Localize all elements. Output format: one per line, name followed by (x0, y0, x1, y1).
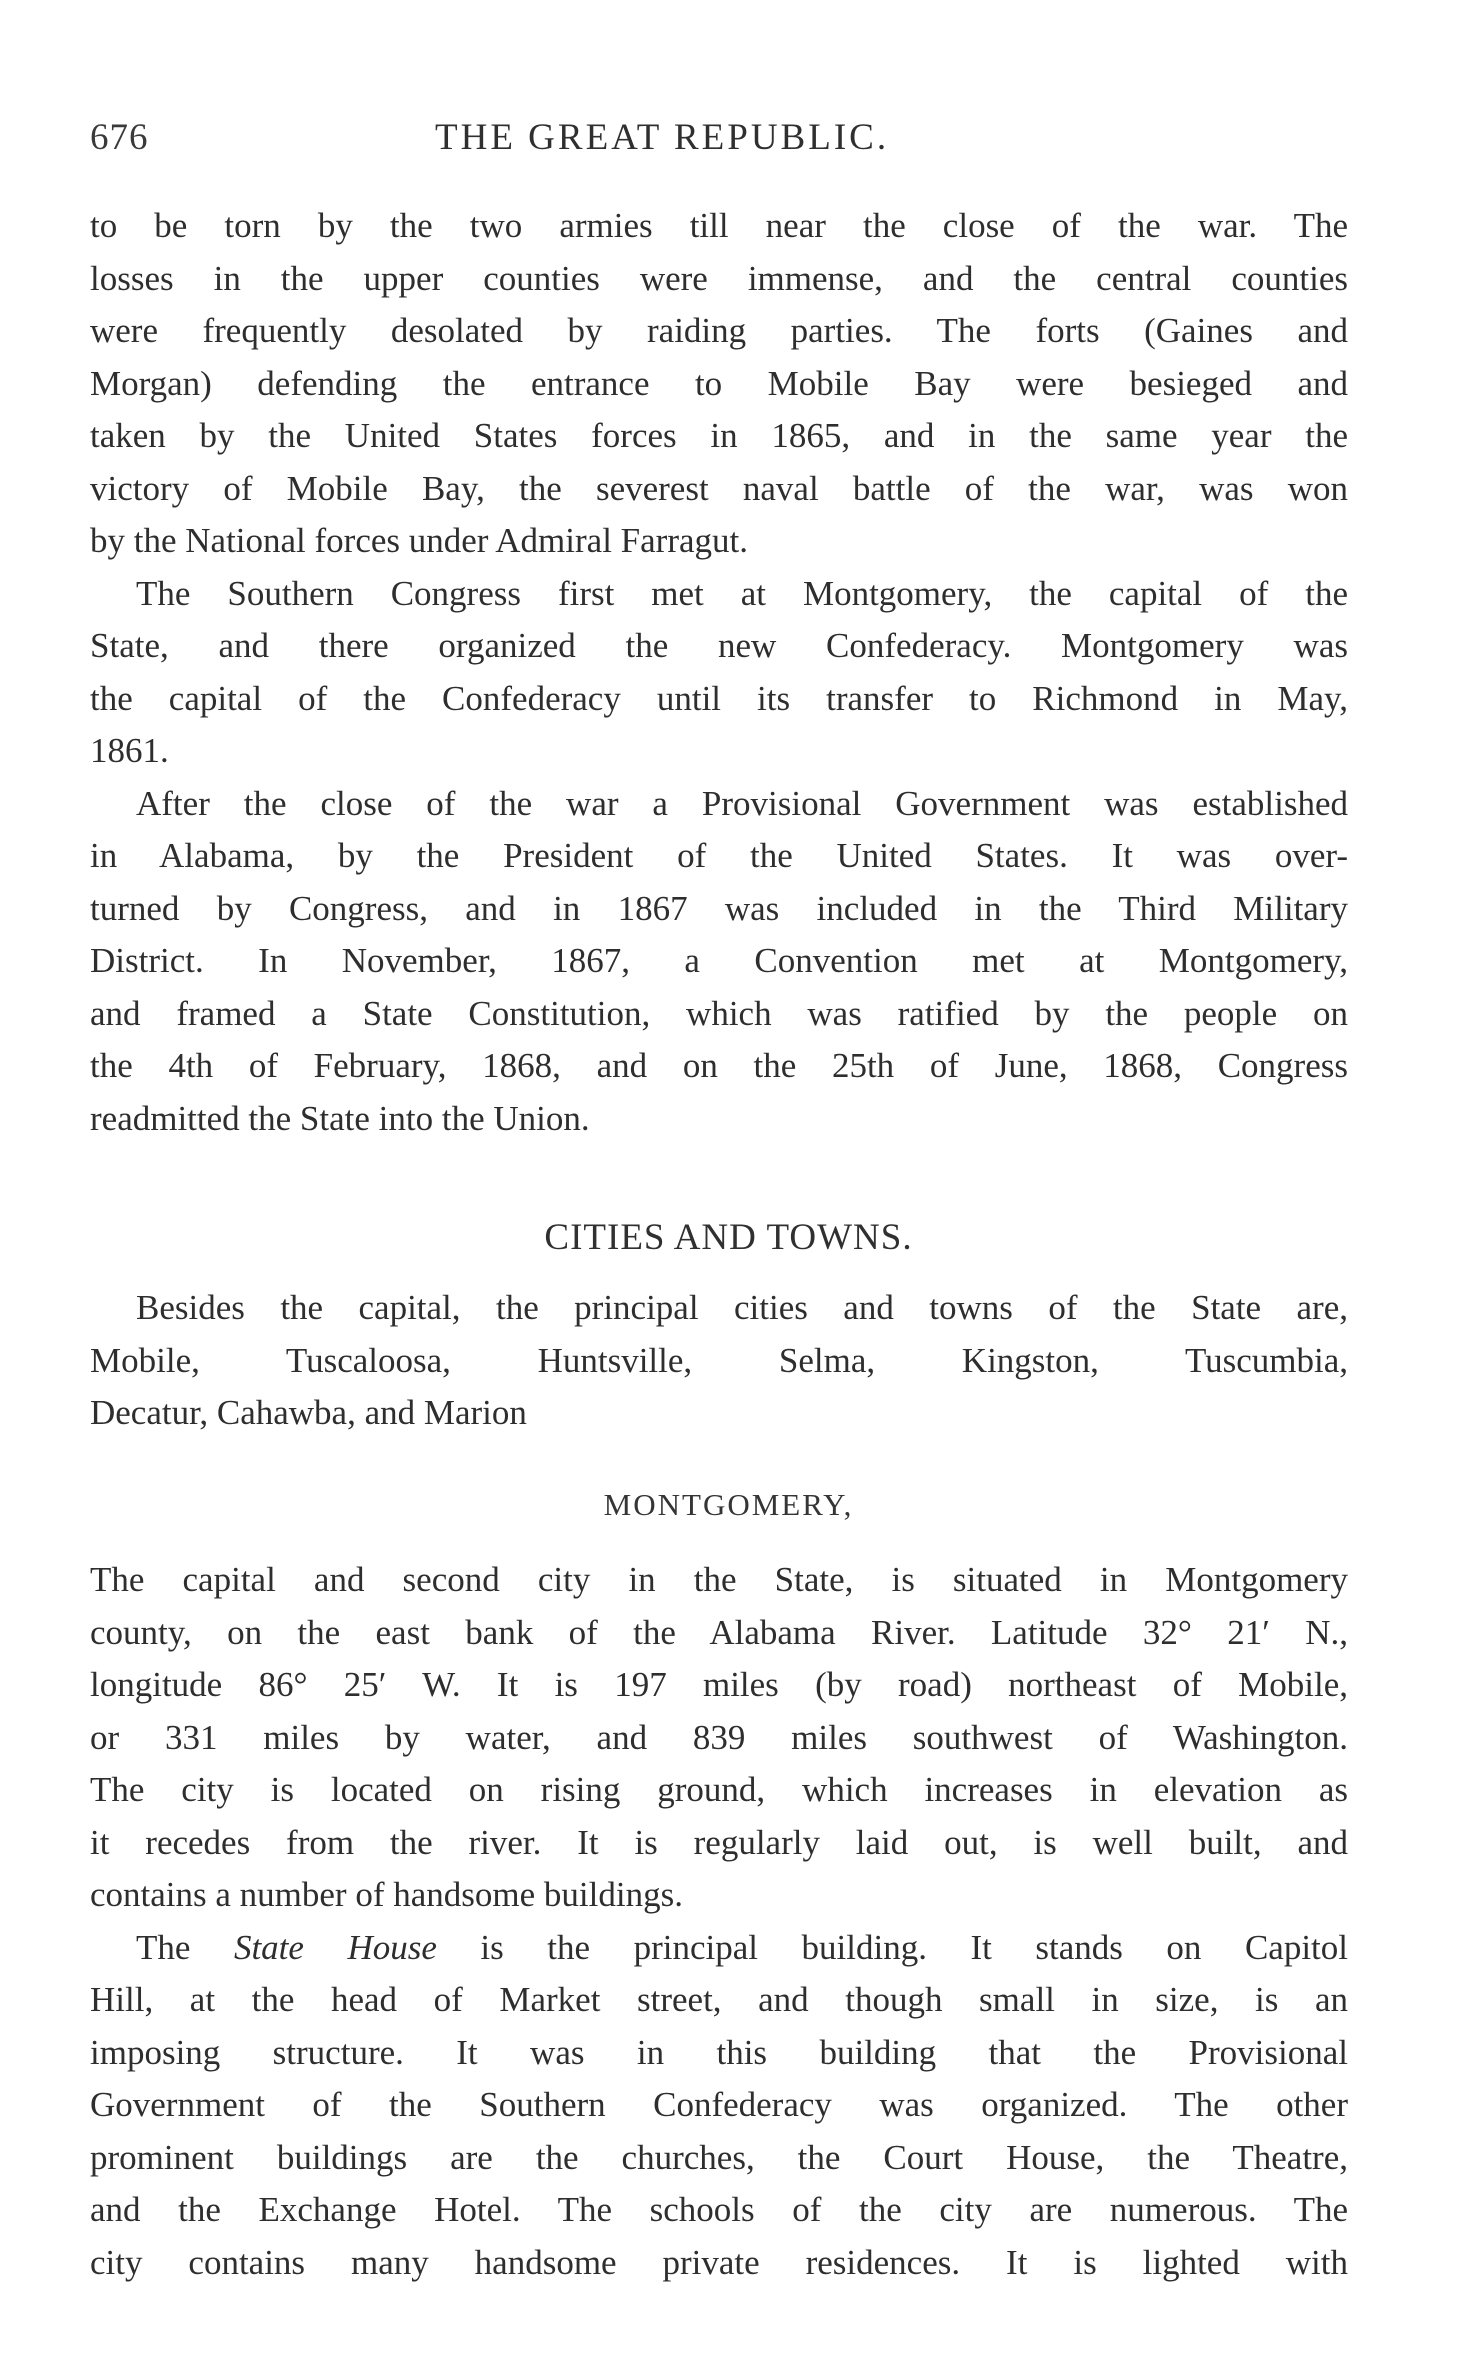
cities-text-block (90, 1282, 1348, 1440)
text-line: Government of the Southern Confederacy was organized. The other (90, 2085, 1348, 2124)
text-line: longitude 86° 25′ W. It is 197 miles (by road) northeast of Mobile, (90, 1665, 1348, 1704)
text-line: Decatur, Cahawba, and Marion (90, 1393, 527, 1432)
text-line: State, and there organized the new Confederacy. Montgomery was (90, 626, 1348, 665)
paragraph-southern-congress (90, 568, 1348, 621)
text-line: District. In November, 1867, a Convention met at Montgomery, (90, 941, 1348, 980)
text-fragment: The (136, 1927, 234, 1967)
text-line: imposing structure. It was in this building that the Provisional (90, 2032, 1348, 2072)
text-line (136, 1922, 1348, 1975)
running-title: THE GREAT REPUBLIC. (435, 117, 890, 158)
text-line: 1861. (90, 731, 169, 770)
text-fragment: is the principal building. It stands on Capitol (436, 1927, 1348, 1967)
text-line: The city is located on rising ground, which increases in elevation as (90, 1770, 1348, 1809)
text-line: Hill, at the head of Market street, and though small in size, is an (90, 1980, 1348, 2019)
paragraph-provisional-government-cont (90, 830, 1348, 1145)
section-heading-cities: CITIES AND TOWNS. (544, 1217, 913, 1258)
text-line: victory of Mobile Bay, the severest naval battle of the war, was won (90, 468, 1348, 508)
page-header (90, 116, 1350, 166)
paragraph-montgomery-location (90, 1554, 1348, 1922)
text-line: readmitted the State into the Union. (90, 1098, 590, 1138)
text-line: and framed a State Constitution, which was ratified by the people on (90, 993, 1348, 1033)
text-line: turned by Congress, and in 1867 was included in the Third Military (90, 888, 1348, 928)
text-line: Besides the capital, the principal cities and towns of the State are, (136, 1288, 1348, 1327)
text-line: After the close of the war a Provisional Government was established (136, 783, 1348, 823)
section-heading-montgomery: MONTGOMERY, (603, 1487, 854, 1522)
text-line: city contains many handsome private residences. It is lighted with (90, 2242, 1348, 2282)
text-line: Mobile, Tuscaloosa, Huntsville, Selma, Kingston, Tuscumbia, (90, 1340, 1348, 1380)
montgomery-text-block (90, 1554, 1348, 2289)
text-line: it recedes from the river. It is regularly laid out, is well built, and (90, 1822, 1348, 1862)
text-line: The capital and second city in the State, is situated in Montgomery (90, 1560, 1348, 1599)
paragraph-war-losses (90, 200, 1348, 568)
text-line: by the National forces under Admiral Farragut. (90, 521, 748, 560)
text-line: and the Exchange Hotel. The schools of the city are numerous. The (90, 2190, 1348, 2229)
paragraph-state-house-cont (90, 1974, 1348, 2289)
text-line: in Alabama, by the President of the United States. It was over- (90, 836, 1348, 875)
paragraph-cities-cont (90, 1335, 1348, 1440)
text-line: prominent buildings are the churches, the Court House, the Theatre, (90, 2137, 1348, 2177)
history-text-block (90, 200, 1348, 1145)
italic-state-house: State House (233, 1927, 437, 1967)
paragraph-southern-congress-cont (90, 620, 1348, 778)
text-line: county, on the east bank of the Alabama River. Latitude 32° 21′ N., (90, 1612, 1348, 1652)
text-line: The Southern Congress first met at Montgomery, the capital of the (136, 573, 1348, 613)
paragraph-state-house-first (90, 1922, 1348, 1975)
text-line: Morgan) defending the entrance to Mobile Bay were besieged and (90, 363, 1348, 403)
text-line: the capital of the Confederacy until its transfer to Richmond in May, (90, 678, 1348, 718)
text-line: taken by the United States forces in 1865, and in the same year the (90, 416, 1348, 455)
text-line: contains a number of handsome buildings. (90, 1875, 683, 1914)
text-line: or 331 miles by water, and 839 miles southwest of Washington. (90, 1717, 1348, 1757)
text-line: to be torn by the two armies till near the close of the war. The (90, 206, 1348, 245)
paragraph-provisional-government (90, 778, 1348, 831)
text-line: the 4th of February, 1868, and on the 25th of June, 1868, Congress (90, 1046, 1348, 1085)
paragraph-cities-first (90, 1282, 1348, 1335)
page-number: 676 (90, 117, 149, 158)
text-line: losses in the upper counties were immense, and the central counties (90, 258, 1348, 298)
text-line: were frequently desolated by raiding parties. The forts (Gaines and (90, 311, 1348, 350)
